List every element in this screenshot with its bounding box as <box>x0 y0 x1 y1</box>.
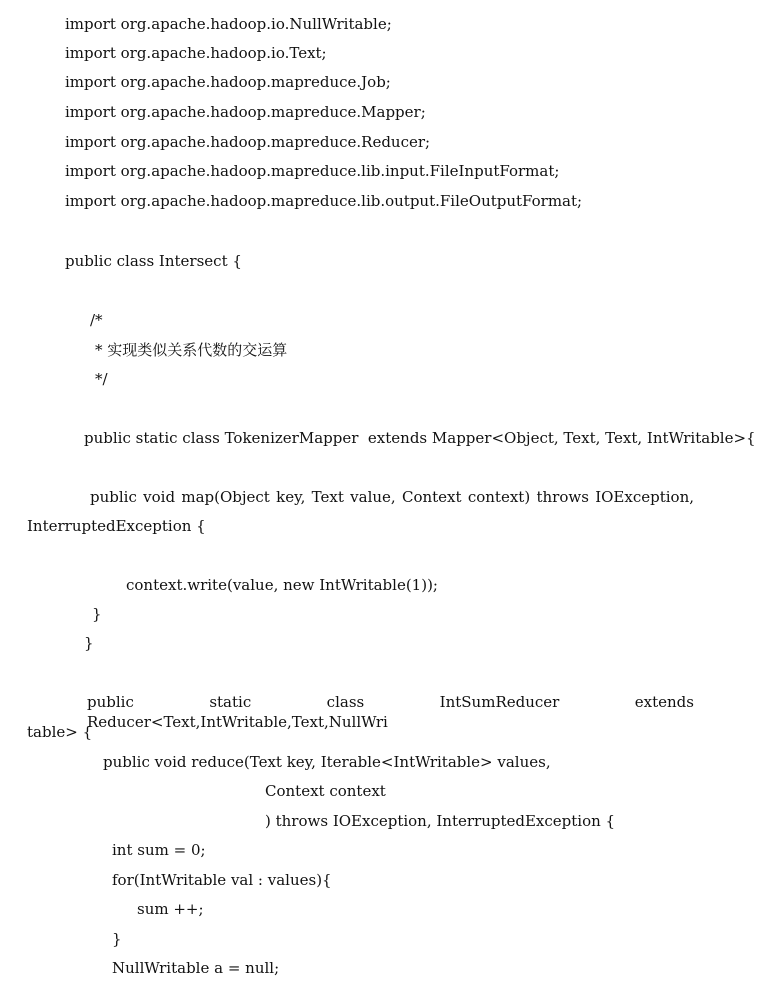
code-line-import-text: import org.apache.hadoop.io.Text; <box>65 44 327 62</box>
code-line-map-method-cont: InterruptedException { <box>27 517 206 535</box>
code-line-int-sum: int sum = 0; <box>112 841 206 859</box>
code-line-sum-increment: sum ++; <box>137 900 204 918</box>
code-line-context-write: context.write(value, new IntWritable(1)); <box>126 576 438 594</box>
code-line-map-method: public void map(Object key, Text value, Context context) throws IOException, <box>90 488 694 506</box>
code-line-import-nullwritable: import org.apache.hadoop.io.NullWritable; <box>65 15 392 33</box>
code-line-reducer-class-cont: table> { <box>27 723 93 741</box>
code-line-reducer-class: public static class IntSumReducer extends Reducer<Text,IntWritable,Text,NullWri <box>87 693 694 731</box>
code-line-mapper-class: public static class TokenizerMapper extends Mapper<Object, Text, Text, IntWritable>{ <box>84 429 756 447</box>
code-line-close-mapper: } <box>84 634 94 652</box>
code-line-reduce-throws: ) throws IOException, InterruptedException { <box>265 812 616 830</box>
code-line-import-mapper: import org.apache.hadoop.mapreduce.Mapper; <box>65 103 426 121</box>
code-line-for-loop: for(IntWritable val : values){ <box>112 871 332 889</box>
code-line-close-for: } <box>112 930 122 948</box>
code-line-import-job: import org.apache.hadoop.mapreduce.Job; <box>65 73 391 91</box>
code-line-reduce-method: public void reduce(Text key, Iterable<IntWritable> values, <box>103 753 551 771</box>
code-line-import-fileinputformat: import org.apache.hadoop.mapreduce.lib.input.FileInputFormat; <box>65 162 560 180</box>
code-line-import-fileoutputformat: import org.apache.hadoop.mapreduce.lib.output.FileOutputFormat; <box>65 192 583 210</box>
code-comment-close: */ <box>95 370 108 388</box>
code-comment-text: * 实现类似关系代数的交运算 <box>95 341 288 359</box>
code-line-nullwritable-a: NullWritable a = null; <box>112 959 280 977</box>
code-line-class-declaration: public class Intersect { <box>65 252 242 270</box>
code-line-reduce-param-context: Context context <box>265 782 386 800</box>
code-line-close-map: } <box>92 605 102 623</box>
code-line-import-reducer: import org.apache.hadoop.mapreduce.Reducer; <box>65 133 431 151</box>
code-comment-open: /* <box>90 311 103 329</box>
